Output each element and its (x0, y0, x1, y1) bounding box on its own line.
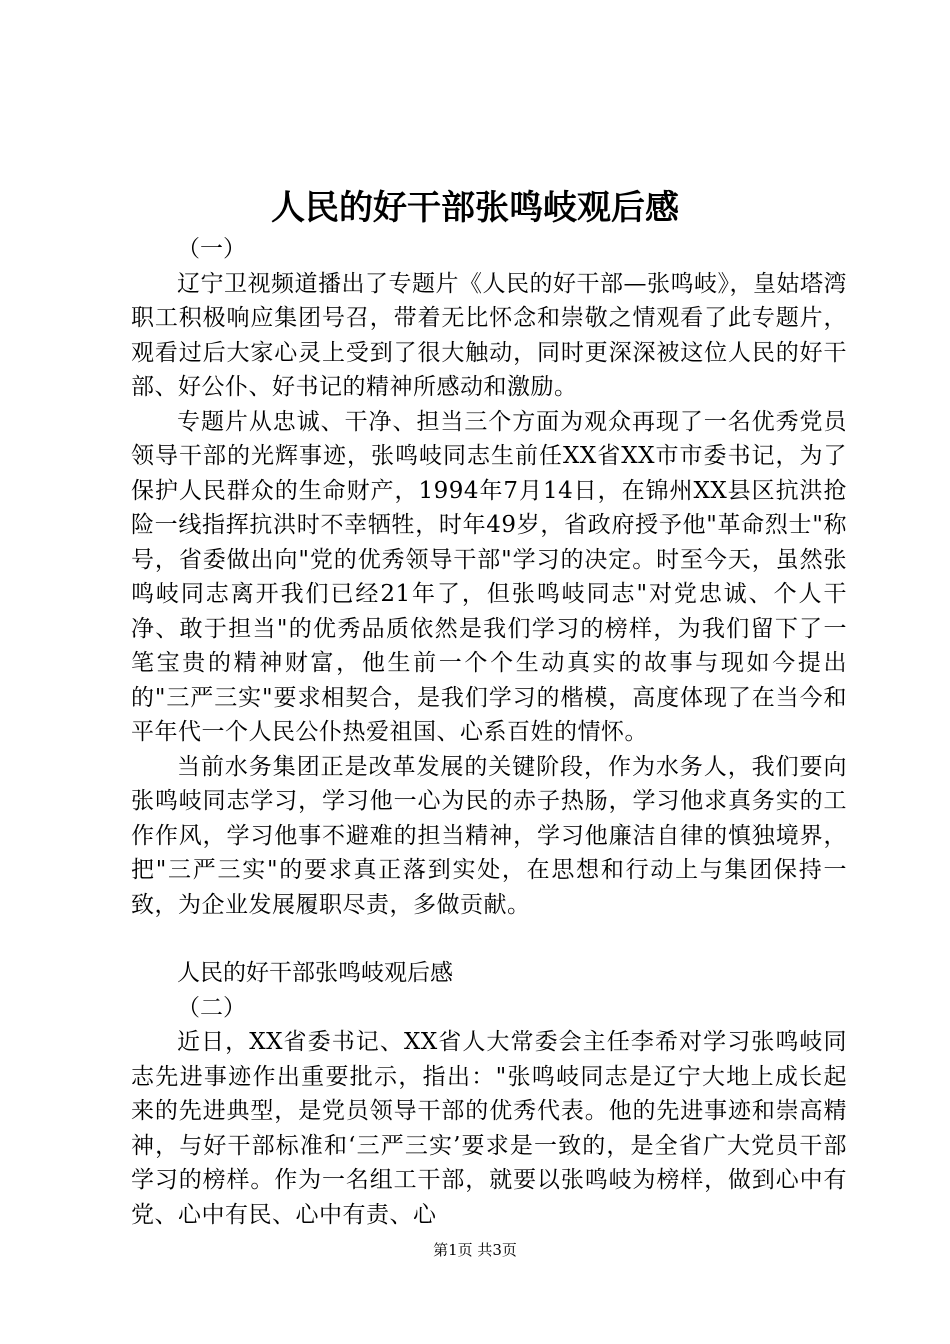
section-1-paragraph-1: 辽宁卫视频道播出了专题片《人民的好干部—张鸣岐》，皇姑塔湾职工积极响应集团号召，带着无比怀念和崇敬之情观看了此专题片，观看过后大家心灵上受到了很大触动，同时更深深被这位人民的好干部、好公仆、好书记的精神所感动和激励。 (131, 270, 847, 400)
section-1-label: （一） (177, 236, 246, 262)
section-spacer (131, 922, 847, 956)
document-title: 人民的好干部张鸣岐观后感 (271, 188, 679, 228)
section-1-paragraph-3: 当前水务集团正是改革发展的关键阶段，作为水务人，我们要向张鸣岐同志学习，学习他一心为民的赤子热肠，学习他求真务实的工作作风，学习他事不避难的担当精神，学习他廉洁自律的慎独境界，把"三严三实"的要求真正落到实处，在思想和行动上与集团保持一致，为企业发展履职尽责，多做贡献。 (131, 753, 847, 918)
section-2-heading: 人民的好干部张鸣岐观后感 (177, 960, 453, 986)
section-2-label: （二） (177, 994, 246, 1021)
section-1-paragraph-2: 专题片从忠诚、干净、担当三个方面为观众再现了一名优秀党员领导干部的光辉事迹，张鸣岐同志生前任XX省XX市市委书记，为了保护人民群众的生命财产，1994年7月14日，在锦州XX县区抗洪抢险一线指挥抗洪时不幸牺牲，时年49岁，省政府授予他"革命烈士"称号，省委做出向"党的优秀领导干部"学习的决定。时至今天，虽然张鸣岐同志离开我们已经21年了，但张鸣岐同志"对党忠诚、个人干净、敢于担当"的优秀品质依然是我们学习的榜样，为我们留下了一笔宝贵的精神财富，他生前一个个生动真实的故事与现如今提出的"三严三实"要求相契合，是我们学习的楷模，高度体现了在当今和平年代一个人民公仆热爱祖国、心系百姓的情怀。 (131, 408, 847, 745)
document-body (131, 232, 847, 1232)
page-footer: 第1页 共3页 (433, 1241, 517, 1259)
section-2-paragraph-1: 近日，XX省委书记、XX省人大常委会主任李希对学习张鸣岐同志先进事迹作出重要批示，指出："张鸣岐同志是辽宁大地上成长起来的先进典型，是党员领导干部的优秀代表。他的先进事迹和崇高精神，与好干部标准和‘三严三实’要求是一致的，是全省广大党员干部学习的榜样。作为一名组工干部，就要以张鸣岐为榜样，做到心中有党、心中有民、心中有责、心 (131, 1029, 847, 1228)
